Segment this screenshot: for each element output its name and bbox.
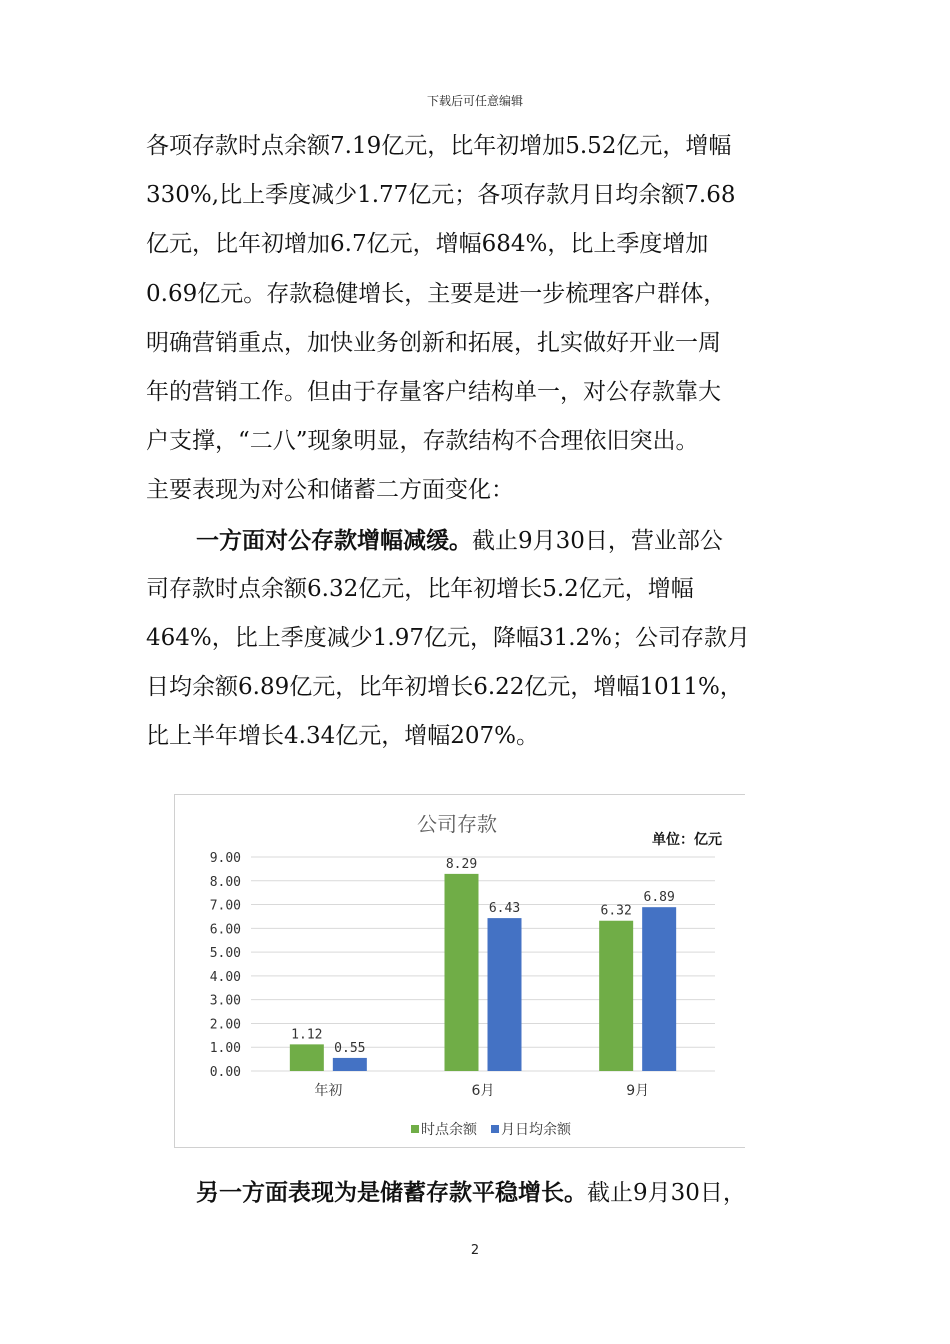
y-tick-label: 1.00 xyxy=(209,1041,241,1057)
bar xyxy=(290,1044,324,1071)
data-label: 0.55 xyxy=(334,1040,366,1056)
paragraph-line: 比上半年增长4.34亿元，增幅207%。 xyxy=(146,723,539,750)
paragraph-line: 330%,比上季度减少1.77亿元；各项存款月日均余额7.68 xyxy=(146,182,736,209)
data-label: 1.12 xyxy=(291,1027,323,1043)
chart-title: 公司存款 xyxy=(417,814,497,836)
y-tick-label: 0.00 xyxy=(209,1065,241,1080)
x-category-label: 6月 xyxy=(471,1083,495,1099)
paragraph-line: 年的营销工作。但由于存量客户结构单一，对公存款靠大 xyxy=(146,378,721,405)
legend-swatch xyxy=(491,1125,499,1133)
bar xyxy=(488,918,522,1071)
x-category-label: 年初 xyxy=(314,1083,343,1099)
paragraph3-rest: 截止9月30日， xyxy=(587,1180,746,1206)
page-number: 2 xyxy=(470,1243,480,1258)
chart-svg xyxy=(175,795,745,1147)
data-label: 6.32 xyxy=(600,903,632,919)
data-label: 6.43 xyxy=(488,901,521,917)
legend-label: 月日均余额 xyxy=(501,1122,571,1138)
x-category-label: 9月 xyxy=(626,1083,650,1099)
y-tick-label: 2.00 xyxy=(209,1017,241,1033)
x-axis-categories xyxy=(314,1082,649,1099)
y-tick-label: 4.00 xyxy=(209,969,241,985)
chart-unit-note: 单位：亿元 xyxy=(652,831,722,847)
paragraph2-rest: 截止9月30日，营业部公 xyxy=(472,527,723,554)
paragraph-line: 464%，比上季度减少1.97亿元，降幅31.2%；公司存款月 xyxy=(146,624,751,651)
paragraph2-lead: 一方面对公存款增幅减缓。 xyxy=(196,526,472,554)
paragraph-line: 0.69亿元。存款稳健增长，主要是进一步梳理客户群体， xyxy=(146,280,727,307)
paragraph-line: 户支撑，“二八”现象明显，存款结构不合理依旧突出。 xyxy=(146,428,699,455)
paragraph-line: 明确营销重点，加快业务创新和拓展，扎实做好开业一周 xyxy=(146,329,721,356)
page-header: 下载后可任意编辑 xyxy=(426,94,523,108)
bar xyxy=(599,921,633,1071)
y-tick-label: 3.00 xyxy=(209,993,241,1009)
y-tick-label: 5.00 xyxy=(209,946,241,962)
chart-legend xyxy=(411,1121,572,1138)
paragraph3-lead: 另一方面表现为是储蓄存款平稳增长。 xyxy=(196,1179,587,1206)
y-tick-label: 8.00 xyxy=(209,874,241,890)
y-tick-label: 6.00 xyxy=(209,922,241,938)
paragraph-line: 亿元，比年初增加6.7亿元，增幅684%，比上季度增加 xyxy=(146,231,709,258)
bar xyxy=(642,907,676,1071)
body-text xyxy=(146,122,816,761)
paragraph2-first-line xyxy=(146,516,816,565)
paragraph-line: 各项存款时点余额7.19亿元，比年初增加5.52亿元，增幅 xyxy=(146,133,732,159)
legend-swatch xyxy=(411,1125,419,1133)
bar xyxy=(333,1058,367,1071)
bar xyxy=(445,874,479,1071)
data-label: 8.29 xyxy=(445,856,478,872)
data-label: 6.89 xyxy=(643,890,675,906)
y-tick-label: 9.00 xyxy=(209,851,241,866)
paragraph-line: 日均余额6.89亿元，比年初增长6.22亿元，增幅1011%， xyxy=(146,674,743,701)
paragraph-line: 主要表现为对公和储蓄二方面变化： xyxy=(146,477,514,504)
paragraph3 xyxy=(196,1168,746,1217)
deposit-chart xyxy=(174,794,745,1148)
y-tick-label: 7.00 xyxy=(209,898,241,914)
y-axis-ticks xyxy=(210,851,241,1080)
paragraph-line: 司存款时点余额6.32亿元，比年初增长5.2亿元，增幅 xyxy=(146,575,694,602)
legend-label: 时点余额 xyxy=(421,1122,477,1138)
